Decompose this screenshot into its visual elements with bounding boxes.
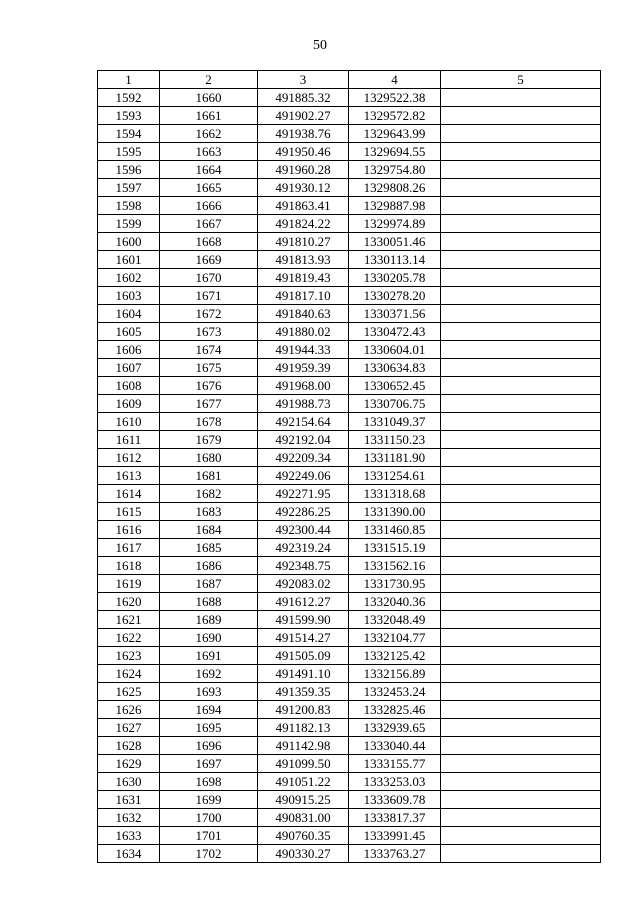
cell-y-coordinate: 1332048.49: [349, 611, 441, 629]
cell-point-number: 1701: [160, 827, 258, 845]
cell-index: 1602: [98, 269, 160, 287]
cell-x-coordinate: 491968.00: [258, 377, 349, 395]
table-row: [98, 575, 601, 593]
table-row: [98, 305, 601, 323]
cell-x-coordinate: 491885.32: [258, 89, 349, 107]
cell-x-coordinate: 491817.10: [258, 287, 349, 305]
cell-x-coordinate: 492271.95: [258, 485, 349, 503]
cell-y-coordinate: 1330652.45: [349, 377, 441, 395]
cell-point-number: 1691: [160, 647, 258, 665]
column-header-4: 4: [349, 71, 441, 89]
cell-y-coordinate: 1330371.56: [349, 305, 441, 323]
cell-y-coordinate: 1330706.75: [349, 395, 441, 413]
column-header-3: 3: [258, 71, 349, 89]
table-row: [98, 233, 601, 251]
cell-y-coordinate: 1329522.38: [349, 89, 441, 107]
cell-index: 1632: [98, 809, 160, 827]
table-row: [98, 719, 601, 737]
cell-y-coordinate: 1331460.85: [349, 521, 441, 539]
cell-x-coordinate: 490915.25: [258, 791, 349, 809]
cell-y-coordinate: 1329754.80: [349, 161, 441, 179]
cell-x-coordinate: 491950.46: [258, 143, 349, 161]
cell-x-coordinate: 491514.27: [258, 629, 349, 647]
table-row: [98, 413, 601, 431]
cell-note: [441, 683, 601, 701]
table-row: [98, 827, 601, 845]
cell-note: [441, 233, 601, 251]
cell-y-coordinate: 1330634.83: [349, 359, 441, 377]
cell-index: 1633: [98, 827, 160, 845]
table-row: [98, 89, 601, 107]
cell-note: [441, 107, 601, 125]
cell-note: [441, 611, 601, 629]
cell-point-number: 1695: [160, 719, 258, 737]
cell-note: [441, 539, 601, 557]
cell-x-coordinate: 492286.25: [258, 503, 349, 521]
cell-index: 1627: [98, 719, 160, 737]
cell-y-coordinate: 1332825.46: [349, 701, 441, 719]
cell-index: 1609: [98, 395, 160, 413]
cell-x-coordinate: 491051.22: [258, 773, 349, 791]
cell-point-number: 1686: [160, 557, 258, 575]
cell-note: [441, 665, 601, 683]
cell-x-coordinate: 491182.13: [258, 719, 349, 737]
cell-index: 1626: [98, 701, 160, 719]
cell-y-coordinate: 1332104.77: [349, 629, 441, 647]
table-row: [98, 791, 601, 809]
cell-point-number: 1660: [160, 89, 258, 107]
cell-point-number: 1685: [160, 539, 258, 557]
cell-index: 1625: [98, 683, 160, 701]
cell-point-number: 1689: [160, 611, 258, 629]
cell-x-coordinate: 491819.43: [258, 269, 349, 287]
cell-note: [441, 755, 601, 773]
cell-point-number: 1671: [160, 287, 258, 305]
cell-point-number: 1694: [160, 701, 258, 719]
cell-point-number: 1662: [160, 125, 258, 143]
cell-point-number: 1679: [160, 431, 258, 449]
cell-point-number: 1684: [160, 521, 258, 539]
cell-note: [441, 809, 601, 827]
cell-point-number: 1693: [160, 683, 258, 701]
cell-x-coordinate: 492249.06: [258, 467, 349, 485]
cell-x-coordinate: 491599.90: [258, 611, 349, 629]
cell-index: 1613: [98, 467, 160, 485]
table-row: [98, 143, 601, 161]
table-row: [98, 773, 601, 791]
cell-note: [441, 143, 601, 161]
cell-y-coordinate: 1329808.26: [349, 179, 441, 197]
cell-note: [441, 269, 601, 287]
cell-point-number: 1674: [160, 341, 258, 359]
cell-index: 1624: [98, 665, 160, 683]
cell-y-coordinate: 1333763.27: [349, 845, 441, 863]
cell-y-coordinate: 1331181.90: [349, 449, 441, 467]
cell-index: 1593: [98, 107, 160, 125]
cell-x-coordinate: 490831.00: [258, 809, 349, 827]
cell-point-number: 1698: [160, 773, 258, 791]
cell-y-coordinate: 1332453.24: [349, 683, 441, 701]
cell-x-coordinate: 492300.44: [258, 521, 349, 539]
cell-x-coordinate: 491930.12: [258, 179, 349, 197]
cell-x-coordinate: 491491.10: [258, 665, 349, 683]
cell-point-number: 1666: [160, 197, 258, 215]
cell-y-coordinate: 1330472.43: [349, 323, 441, 341]
cell-x-coordinate: 491505.09: [258, 647, 349, 665]
cell-x-coordinate: 491142.98: [258, 737, 349, 755]
cell-index: 1616: [98, 521, 160, 539]
cell-x-coordinate: 491612.27: [258, 593, 349, 611]
table-row: [98, 755, 601, 773]
cell-index: 1606: [98, 341, 160, 359]
table-row: [98, 161, 601, 179]
cell-index: 1597: [98, 179, 160, 197]
cell-point-number: 1667: [160, 215, 258, 233]
cell-x-coordinate: 492348.75: [258, 557, 349, 575]
cell-y-coordinate: 1333253.03: [349, 773, 441, 791]
cell-note: [441, 197, 601, 215]
table-row: [98, 503, 601, 521]
cell-y-coordinate: 1333155.77: [349, 755, 441, 773]
cell-x-coordinate: 491944.33: [258, 341, 349, 359]
cell-note: [441, 431, 601, 449]
table-header-row: [98, 71, 601, 89]
cell-y-coordinate: 1330604.01: [349, 341, 441, 359]
table-row: [98, 647, 601, 665]
cell-y-coordinate: 1329694.55: [349, 143, 441, 161]
cell-y-coordinate: 1331390.00: [349, 503, 441, 521]
cell-point-number: 1670: [160, 269, 258, 287]
table-row: [98, 323, 601, 341]
cell-index: 1628: [98, 737, 160, 755]
table-row: [98, 197, 601, 215]
cell-note: [441, 215, 601, 233]
cell-index: 1610: [98, 413, 160, 431]
cell-y-coordinate: 1330278.20: [349, 287, 441, 305]
cell-note: [441, 377, 601, 395]
cell-index: 1620: [98, 593, 160, 611]
cell-point-number: 1669: [160, 251, 258, 269]
cell-note: [441, 521, 601, 539]
cell-x-coordinate: 491902.27: [258, 107, 349, 125]
cell-point-number: 1683: [160, 503, 258, 521]
cell-index: 1595: [98, 143, 160, 161]
cell-note: [441, 413, 601, 431]
cell-note: [441, 647, 601, 665]
cell-index: 1631: [98, 791, 160, 809]
cell-index: 1623: [98, 647, 160, 665]
cell-y-coordinate: 1331515.19: [349, 539, 441, 557]
cell-note: [441, 323, 601, 341]
table-row: [98, 359, 601, 377]
cell-note: [441, 791, 601, 809]
cell-y-coordinate: 1331150.23: [349, 431, 441, 449]
cell-note: [441, 305, 601, 323]
table-row: [98, 251, 601, 269]
cell-index: 1612: [98, 449, 160, 467]
cell-point-number: 1676: [160, 377, 258, 395]
cell-y-coordinate: 1329887.98: [349, 197, 441, 215]
cell-x-coordinate: 490760.35: [258, 827, 349, 845]
cell-y-coordinate: 1329643.99: [349, 125, 441, 143]
coordinates-table: [97, 70, 601, 863]
cell-note: [441, 449, 601, 467]
cell-point-number: 1702: [160, 845, 258, 863]
table-row: [98, 737, 601, 755]
cell-note: [441, 557, 601, 575]
cell-x-coordinate: 491938.76: [258, 125, 349, 143]
cell-index: 1604: [98, 305, 160, 323]
cell-point-number: 1699: [160, 791, 258, 809]
cell-x-coordinate: 492192.04: [258, 431, 349, 449]
cell-point-number: 1700: [160, 809, 258, 827]
cell-y-coordinate: 1331049.37: [349, 413, 441, 431]
cell-note: [441, 395, 601, 413]
cell-y-coordinate: 1332939.65: [349, 719, 441, 737]
cell-point-number: 1664: [160, 161, 258, 179]
cell-note: [441, 719, 601, 737]
page-number: 50: [313, 38, 327, 53]
cell-note: [441, 359, 601, 377]
cell-index: 1608: [98, 377, 160, 395]
cell-point-number: 1677: [160, 395, 258, 413]
table-row: [98, 593, 601, 611]
column-header-5: 5: [441, 71, 601, 89]
cell-note: [441, 467, 601, 485]
cell-index: 1629: [98, 755, 160, 773]
table-row: [98, 611, 601, 629]
column-header-2: 2: [160, 71, 258, 89]
cell-y-coordinate: 1333991.45: [349, 827, 441, 845]
cell-note: [441, 251, 601, 269]
table-row: [98, 629, 601, 647]
cell-point-number: 1690: [160, 629, 258, 647]
cell-x-coordinate: 491959.39: [258, 359, 349, 377]
cell-x-coordinate: 491863.41: [258, 197, 349, 215]
cell-y-coordinate: 1331254.61: [349, 467, 441, 485]
table-row: [98, 665, 601, 683]
cell-index: 1601: [98, 251, 160, 269]
table-row: [98, 521, 601, 539]
table-row: [98, 845, 601, 863]
table-row: [98, 485, 601, 503]
cell-note: [441, 845, 601, 863]
cell-point-number: 1696: [160, 737, 258, 755]
cell-y-coordinate: 1329974.89: [349, 215, 441, 233]
cell-x-coordinate: 491810.27: [258, 233, 349, 251]
cell-index: 1621: [98, 611, 160, 629]
cell-y-coordinate: 1332125.42: [349, 647, 441, 665]
cell-index: 1617: [98, 539, 160, 557]
cell-y-coordinate: 1330051.46: [349, 233, 441, 251]
column-header-1: 1: [98, 71, 160, 89]
table-row: [98, 449, 601, 467]
table-row: [98, 467, 601, 485]
cell-index: 1622: [98, 629, 160, 647]
cell-note: [441, 125, 601, 143]
cell-point-number: 1697: [160, 755, 258, 773]
cell-y-coordinate: 1333609.78: [349, 791, 441, 809]
cell-point-number: 1688: [160, 593, 258, 611]
cell-x-coordinate: 491988.73: [258, 395, 349, 413]
cell-x-coordinate: 491359.35: [258, 683, 349, 701]
cell-x-coordinate: 491099.50: [258, 755, 349, 773]
cell-index: 1598: [98, 197, 160, 215]
table-row: [98, 125, 601, 143]
cell-index: 1600: [98, 233, 160, 251]
cell-point-number: 1687: [160, 575, 258, 593]
cell-point-number: 1668: [160, 233, 258, 251]
cell-y-coordinate: 1330205.78: [349, 269, 441, 287]
table-row: [98, 341, 601, 359]
cell-point-number: 1680: [160, 449, 258, 467]
table-row: [98, 377, 601, 395]
cell-x-coordinate: 492083.02: [258, 575, 349, 593]
cell-point-number: 1663: [160, 143, 258, 161]
cell-x-coordinate: 492154.64: [258, 413, 349, 431]
table-row: [98, 107, 601, 125]
cell-point-number: 1678: [160, 413, 258, 431]
cell-index: 1594: [98, 125, 160, 143]
cell-index: 1596: [98, 161, 160, 179]
cell-y-coordinate: 1331562.16: [349, 557, 441, 575]
cell-index: 1618: [98, 557, 160, 575]
cell-note: [441, 701, 601, 719]
table-body: [98, 89, 601, 863]
table-row: [98, 431, 601, 449]
cell-index: 1614: [98, 485, 160, 503]
cell-point-number: 1661: [160, 107, 258, 125]
cell-point-number: 1692: [160, 665, 258, 683]
cell-index: 1630: [98, 773, 160, 791]
cell-y-coordinate: 1331318.68: [349, 485, 441, 503]
cell-note: [441, 89, 601, 107]
cell-point-number: 1673: [160, 323, 258, 341]
cell-index: 1611: [98, 431, 160, 449]
cell-note: [441, 593, 601, 611]
cell-point-number: 1681: [160, 467, 258, 485]
cell-note: [441, 287, 601, 305]
cell-x-coordinate: 490330.27: [258, 845, 349, 863]
cell-y-coordinate: 1332040.36: [349, 593, 441, 611]
cell-point-number: 1672: [160, 305, 258, 323]
cell-note: [441, 179, 601, 197]
table-row: [98, 179, 601, 197]
table-row: [98, 269, 601, 287]
table-row: [98, 809, 601, 827]
cell-x-coordinate: 491813.93: [258, 251, 349, 269]
cell-note: [441, 575, 601, 593]
cell-point-number: 1675: [160, 359, 258, 377]
cell-note: [441, 737, 601, 755]
cell-y-coordinate: 1333817.37: [349, 809, 441, 827]
cell-x-coordinate: 491200.83: [258, 701, 349, 719]
table-row: [98, 557, 601, 575]
cell-index: 1603: [98, 287, 160, 305]
cell-note: [441, 161, 601, 179]
cell-x-coordinate: 492209.34: [258, 449, 349, 467]
cell-y-coordinate: 1329572.82: [349, 107, 441, 125]
cell-y-coordinate: 1332156.89: [349, 665, 441, 683]
cell-index: 1599: [98, 215, 160, 233]
table-row: [98, 701, 601, 719]
cell-y-coordinate: 1330113.14: [349, 251, 441, 269]
table-row: [98, 395, 601, 413]
cell-x-coordinate: 491880.02: [258, 323, 349, 341]
cell-index: 1619: [98, 575, 160, 593]
cell-x-coordinate: 491840.63: [258, 305, 349, 323]
cell-index: 1615: [98, 503, 160, 521]
cell-x-coordinate: 491960.28: [258, 161, 349, 179]
cell-point-number: 1665: [160, 179, 258, 197]
table-row: [98, 215, 601, 233]
cell-y-coordinate: 1333040.44: [349, 737, 441, 755]
cell-index: 1592: [98, 89, 160, 107]
cell-x-coordinate: 492319.24: [258, 539, 349, 557]
cell-note: [441, 827, 601, 845]
cell-note: [441, 629, 601, 647]
cell-index: 1605: [98, 323, 160, 341]
cell-note: [441, 503, 601, 521]
table-row: [98, 287, 601, 305]
cell-note: [441, 485, 601, 503]
cell-point-number: 1682: [160, 485, 258, 503]
cell-index: 1634: [98, 845, 160, 863]
cell-note: [441, 341, 601, 359]
cell-note: [441, 773, 601, 791]
cell-index: 1607: [98, 359, 160, 377]
cell-y-coordinate: 1331730.95: [349, 575, 441, 593]
table-row: [98, 683, 601, 701]
table-row: [98, 539, 601, 557]
cell-x-coordinate: 491824.22: [258, 215, 349, 233]
